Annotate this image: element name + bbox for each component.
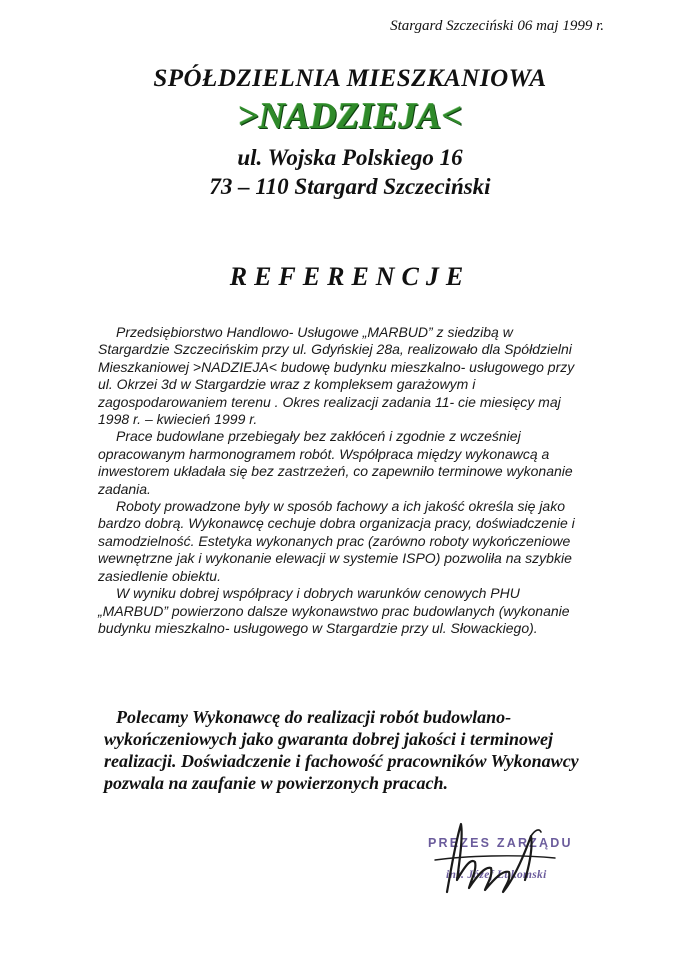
body-paragraph: Roboty prowadzone były w sposób fachowy a ich jakość określa się jako bardzo dobrą. Wykonawcę cechuje dobra organizacja pracy, doświadczenie i samodzielność. Estetyka wykonanych prac (zarówno roboty wykończeniowe wewnętrzne jak i wykonanie elewacji w systemie ISPO) pozwoliła na szybkie zasiedlenie obiektu. xyxy=(98,498,575,584)
address-street: ul. Wojska Polskiego 16 xyxy=(237,145,463,170)
address-city: 73 – 110 Stargard Szczeciński xyxy=(209,174,491,199)
closing-text: Polecamy Wykonawcę do realizacji robót budowlano- wykończeniowych jako gwaranta dobrej jakości i terminowej realizacji. Doświadczenie i fachowość pracowników Wykonawcy pozwala na zaufanie w powierzonych pracach. xyxy=(104,707,579,793)
stamp-name: inż. Józef Łukomski xyxy=(446,869,547,881)
organization-brand: >NADZIEJA< xyxy=(237,96,463,137)
letter-body xyxy=(98,324,588,637)
handwritten-signature xyxy=(405,818,575,898)
stamp-title: PREZES ZARZĄDU xyxy=(428,836,573,850)
document-title: REFERENCJE xyxy=(229,262,471,291)
body-paragraph: W wyniku dobrej współpracy i dobrych warunków cenowych PHU „MARBUD” powierzono dalsze wykonawstwo prac budowlanych (wykonanie budynku mieszkalno- usługowego w Stargardzie przy ul. Słowackiego). xyxy=(98,585,570,636)
letter-date: Stargard Szczeciński 06 maj 1999 r. xyxy=(390,18,604,34)
recommendation-paragraph xyxy=(104,706,594,794)
body-paragraph: Prace budowlane przebiegały bez zakłóceń i zgodnie z wcześniej opracowanym harmonogramem robót. Współpraca między wykonawcą a inwestorem układała się bez zastrzeżeń, co zapewniło terminowe wykonanie zadania. xyxy=(98,428,573,497)
body-paragraph: Przedsiębiorstwo Handlowo- Usługowe „MARBUD” z siedzibą w Stargardzie Szczecińskim przy ul. Gdyńskiej 28a, realizowało dla Spółdzielni Mieszkaniowej >NADZIEJA< budowę budynku mieszkalno- usługowego przy ul. Okrzei 3d w Stargardzie wraz z kompleksem garażowym i zagospodarowaniem terenu . Okres realizacji zadania 11- cie miesięcy maj 1998 r. – kwiecień 1999 r. xyxy=(98,324,575,428)
organization-name: SPÓŁDZIELNIA MIESZKANIOWA xyxy=(153,65,547,92)
